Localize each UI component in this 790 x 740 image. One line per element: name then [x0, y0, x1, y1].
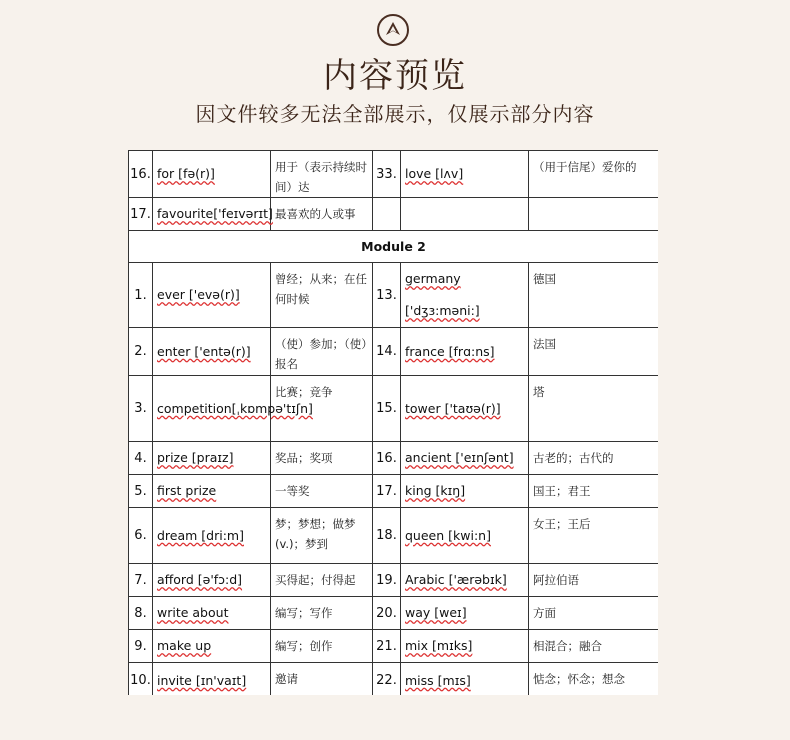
word-cell — [401, 328, 529, 376]
word-cell-text: enter ['entə(r)] — [157, 343, 251, 359]
meaning-cell-text: 法国 — [533, 337, 556, 351]
row-number-text: 13. — [376, 287, 397, 303]
meaning-cell-text: （使）参加；（使）报名 — [275, 337, 367, 371]
section-title: Module 2 — [129, 231, 659, 263]
meaning-cell — [529, 151, 659, 198]
row-number-text: 16. — [376, 450, 397, 466]
row-number-text: 9. — [134, 638, 147, 654]
word-cell — [153, 564, 271, 597]
row-number — [129, 442, 153, 475]
row-number — [129, 263, 153, 328]
row-number-text: 5. — [134, 483, 147, 499]
word-cell — [153, 151, 271, 198]
meaning-cell — [529, 328, 659, 376]
word-cell-text: ever ['evə(r)] — [157, 287, 240, 302]
meaning-cell — [529, 597, 659, 630]
meaning-cell — [529, 630, 659, 663]
row-number — [129, 328, 153, 376]
word-cell-text: for [fə(r)] — [157, 166, 215, 181]
table-row — [129, 198, 659, 231]
word-cell-text: favourite['feɪvərɪt] — [157, 206, 273, 221]
table-row — [129, 663, 659, 696]
meaning-cell — [529, 564, 659, 597]
row-number — [373, 376, 401, 442]
meaning-cell-text: 奖品；奖项 — [275, 451, 333, 465]
meaning-cell — [529, 198, 659, 231]
word-cell-text: write about — [157, 605, 229, 620]
word-cell-text: miss [mɪs] — [405, 672, 471, 688]
vocabulary-table — [128, 150, 658, 695]
word-cell — [401, 263, 529, 328]
row-number-text: 8. — [134, 605, 147, 621]
word-cell-text: make up — [157, 638, 212, 653]
row-number — [129, 630, 153, 663]
meaning-cell — [271, 663, 373, 696]
table-row — [129, 151, 659, 198]
row-number — [373, 263, 401, 328]
table-row — [129, 508, 659, 564]
row-number — [373, 442, 401, 475]
word-cell — [401, 198, 529, 231]
row-number-text: 33. — [376, 166, 397, 182]
word-cell-text: ancient ['eɪnʃənt] — [405, 450, 514, 465]
meaning-cell — [529, 263, 659, 328]
meaning-cell-text: 惦念；怀念；想念 — [533, 672, 625, 686]
meaning-cell — [529, 442, 659, 475]
row-number-text: 15. — [376, 401, 397, 416]
meaning-cell-text: 邀请 — [275, 672, 298, 686]
word-cell-text: competition[ˌkɒmpə'tɪʃn] — [157, 400, 313, 416]
word-cell — [153, 630, 271, 663]
meaning-cell — [271, 328, 373, 376]
meaning-cell-text: 塔 — [533, 385, 545, 399]
word-cell — [401, 663, 529, 696]
row-number — [373, 663, 401, 696]
row-number — [373, 508, 401, 564]
row-number — [373, 198, 401, 231]
word-cell — [153, 508, 271, 564]
row-number — [129, 597, 153, 630]
word-cell-text: dream [dri:m] — [157, 527, 244, 543]
meaning-cell — [529, 376, 659, 442]
row-number-text: 17. — [376, 483, 397, 499]
meaning-cell-text: 阿拉伯语 — [533, 573, 579, 587]
meaning-cell — [271, 564, 373, 597]
table-row — [129, 263, 659, 328]
page-subtitle: 因文件较多无法全部展示，仅展示部分内容 — [195, 102, 595, 126]
word-cell — [401, 475, 529, 508]
word-cell — [401, 564, 529, 597]
table-row — [129, 564, 659, 597]
meaning-cell — [271, 198, 373, 231]
meaning-cell-text: 德国 — [533, 272, 556, 286]
table-row — [129, 475, 659, 508]
word-cell-text: afford [ə'fɔ:d] — [157, 572, 243, 587]
word-cell-text: queen [kwi:n] — [405, 527, 491, 543]
word-cell-text: first prize — [157, 483, 217, 498]
row-number — [129, 151, 153, 198]
row-number-text: 14. — [376, 344, 397, 359]
row-number — [129, 376, 153, 442]
meaning-cell — [529, 663, 659, 696]
meaning-cell-text: 国王；君王 — [533, 484, 591, 498]
meaning-cell — [271, 630, 373, 663]
row-number-text: 18. — [376, 528, 397, 543]
meaning-cell-text: 方面 — [533, 606, 556, 620]
word-cell-text: love [lʌv] — [405, 166, 464, 181]
row-number — [373, 328, 401, 376]
meaning-cell-text: 相混合；融合 — [533, 639, 602, 653]
meaning-cell-text: 女王；王后 — [533, 517, 591, 531]
word-cell — [401, 597, 529, 630]
meaning-cell-text: 一等奖 — [275, 484, 310, 498]
meaning-cell — [271, 263, 373, 328]
row-number-text: 4. — [134, 450, 147, 466]
row-number — [373, 630, 401, 663]
meaning-cell — [271, 508, 373, 564]
meaning-cell-text: 买得起；付得起 — [275, 573, 356, 587]
meaning-cell-text: 用于（表示持续时间）达 — [275, 160, 367, 194]
word-cell — [401, 630, 529, 663]
table-row — [129, 328, 659, 376]
meaning-cell — [529, 508, 659, 564]
row-number — [129, 564, 153, 597]
word-cell — [153, 328, 271, 376]
word-cell-text: mix [mɪks] — [405, 638, 473, 653]
word-cell-text: prize [praɪz] — [157, 450, 234, 465]
meaning-cell — [529, 475, 659, 508]
meaning-cell-text: 比赛；竞争 — [275, 385, 333, 399]
row-number-text: 22. — [376, 673, 397, 688]
meaning-cell — [271, 475, 373, 508]
row-number — [373, 564, 401, 597]
document-preview — [128, 150, 658, 695]
meaning-cell-text: 曾经；从来；在任何时候 — [275, 272, 367, 306]
word-cell — [153, 597, 271, 630]
word-cell — [401, 151, 529, 198]
page-title: 内容预览 — [323, 56, 467, 96]
meaning-cell — [271, 442, 373, 475]
row-number — [129, 475, 153, 508]
meaning-cell-text: （用于信尾）爱你的 — [533, 160, 637, 174]
word-cell-text: germany ['dʒɜ:məni:] — [405, 271, 480, 318]
row-number-text: 7. — [134, 572, 147, 588]
row-number — [129, 198, 153, 231]
row-number — [373, 475, 401, 508]
row-number-text: 19. — [376, 572, 397, 588]
word-cell — [153, 663, 271, 696]
row-number-text: 20. — [376, 605, 397, 621]
table-row — [129, 442, 659, 475]
word-cell — [401, 508, 529, 564]
word-cell — [401, 376, 529, 442]
word-cell-text: tower ['taʊə(r)] — [405, 400, 501, 416]
meaning-cell — [271, 597, 373, 630]
word-cell-text: king [kɪŋ] — [405, 483, 466, 498]
section-row — [129, 231, 659, 263]
header — [0, 0, 790, 150]
logo-icon — [377, 14, 409, 46]
meaning-cell-text: 梦；梦想；做梦(v.)；梦到 — [275, 517, 356, 551]
row-number-text: 2. — [134, 344, 147, 359]
table-row — [129, 630, 659, 663]
row-number — [373, 151, 401, 198]
row-number-text: 6. — [134, 528, 147, 543]
word-cell — [153, 263, 271, 328]
word-cell-text: Arabic ['ærəbɪk] — [405, 572, 507, 587]
word-cell-text: invite [ɪn'vaɪt] — [157, 672, 247, 688]
row-number-text: 16. — [130, 166, 151, 182]
meaning-cell — [271, 151, 373, 198]
word-cell — [401, 442, 529, 475]
meaning-cell-text: 编写；写作 — [275, 606, 333, 620]
meaning-cell-text: 编写；创作 — [275, 639, 333, 653]
table-row — [129, 597, 659, 630]
row-number-text: 3. — [134, 401, 147, 416]
row-number-text: 10. — [130, 673, 151, 688]
meaning-cell-text: 最喜欢的人或事 — [275, 207, 356, 221]
word-cell — [153, 442, 271, 475]
row-number — [129, 508, 153, 564]
row-number-text: 21. — [376, 638, 397, 654]
word-cell-text: way [weɪ] — [405, 605, 467, 620]
row-number — [129, 663, 153, 696]
row-number-text: 1. — [134, 287, 147, 303]
word-cell — [153, 198, 271, 231]
meaning-cell-text: 古老的；古代的 — [533, 451, 614, 465]
word-cell — [153, 475, 271, 508]
row-number — [373, 597, 401, 630]
table-row — [129, 376, 659, 442]
row-number-text: 17. — [130, 206, 151, 222]
word-cell-text: france [frɑ:ns] — [405, 343, 495, 359]
